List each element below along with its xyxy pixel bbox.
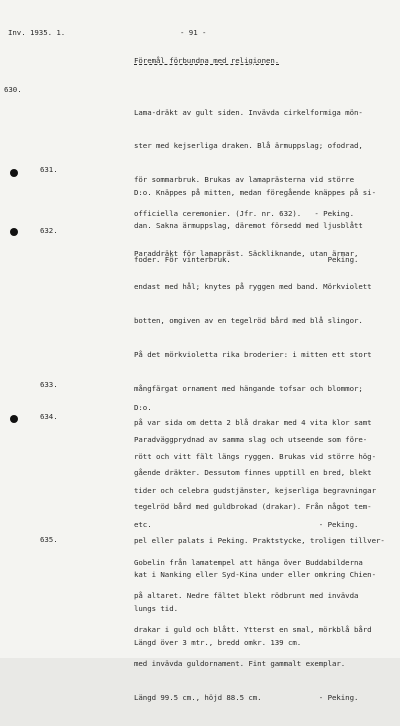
- entry-line: På det mörkvioletta rika broderier: i mitten ett stort: [134, 350, 372, 360]
- entry-line: etc. - Peking.: [134, 519, 359, 529]
- entry-line: officiella ceremonier. (Jfr. nr. 632). - Peking.: [134, 209, 354, 219]
- entry-line: Längd 99.5 cm., höjd 88.5 cm. - Peking.: [134, 693, 359, 703]
- entry-line: Paraddräkt för lamapräst. Säckliknande, utan ärmar,: [134, 248, 359, 258]
- entry-line: foder. För vinterbruk. Peking.: [134, 255, 359, 265]
- punch-hole-dot: [10, 169, 18, 177]
- punch-hole-dot: [10, 228, 18, 236]
- section-title: Föremål förbundna med religionen.: [134, 56, 280, 65]
- entry-line: ster med kejserliga draken. Blå ärmuppslag; ofodrad,: [134, 141, 363, 151]
- entry-line: Gobelin från lamatempel att hänga över Buddabilderna: [134, 557, 363, 567]
- entry-line: mångfärgat ornament med hängande tofsar och blommor;: [134, 384, 363, 394]
- entry-line: med invävda guldornament. Fint gammalt exemplar.: [134, 659, 346, 669]
- entry-line: lungs tid.: [134, 604, 178, 614]
- entry-number: 634.: [40, 412, 58, 421]
- page-number: - 91 -: [180, 28, 207, 37]
- punch-hole-dot: [10, 415, 18, 423]
- entry-line: Paradväggprydnad av samma slag och utseende som före-: [134, 434, 368, 444]
- entry-number: 635.: [40, 535, 58, 544]
- entry-line: D:o. Knäppes på mitten, medan föregående knäppes på si-: [134, 187, 376, 197]
- entry-line: gående dräkter. Dessutom finnes upptill en bred, blekt: [134, 468, 372, 478]
- entry-text: [134, 534, 396, 726]
- entry-line: D:o.: [134, 402, 152, 412]
- entry-line: drakar i guld och blått. Ytterst en smal, mörkblå bård: [134, 625, 372, 635]
- entry-line: botten, omgiven av en tegelröd bård med blå slingor.: [134, 316, 363, 326]
- entry-number: 631.: [40, 165, 58, 174]
- entry-line: pel eller palats i Peking. Praktstycke, troligen tillver-: [134, 536, 385, 546]
- entry-line: kat i Nanking eller Syd-Kina under eller omkring Chien-: [134, 570, 376, 580]
- entry-line: endast med hål; knytes på ryggen med band. Mörkviolett: [134, 282, 372, 292]
- entry-line: på altaret. Nedre fältet blekt rödbrunt med invävda: [134, 591, 359, 601]
- entry-line: dan. Sakna ärmuppslag, däremot försedd med ljusblått: [134, 221, 363, 231]
- entry-line: rött och vitt fält längs ryggen. Brukas vid större hög-: [134, 451, 376, 461]
- entry-line: för sommarbruk. Brukas av lamaprästerna vid större: [134, 175, 354, 185]
- entry-line: Längd över 3 mtr., bredd omkr. 139 cm.: [134, 637, 302, 647]
- entry-number: 632.: [40, 226, 58, 235]
- entry-number: 630.: [4, 85, 22, 94]
- entry-line: på var sida om detta 2 blå drakar med 4 vita klor samt: [134, 418, 372, 428]
- entry-line: Lama-dräkt av gult siden. Invävda cirkelformiga mön-: [134, 107, 363, 117]
- entry-line: tider och celebra gudstjänster, kejserliga begravningar: [134, 485, 376, 495]
- entry-number: 633.: [40, 380, 58, 389]
- entry-line: tegelröd bård med guldbrokad (drakar). Från något tem-: [134, 502, 372, 512]
- inventory-header: Inv. 1935. 1.: [8, 28, 66, 37]
